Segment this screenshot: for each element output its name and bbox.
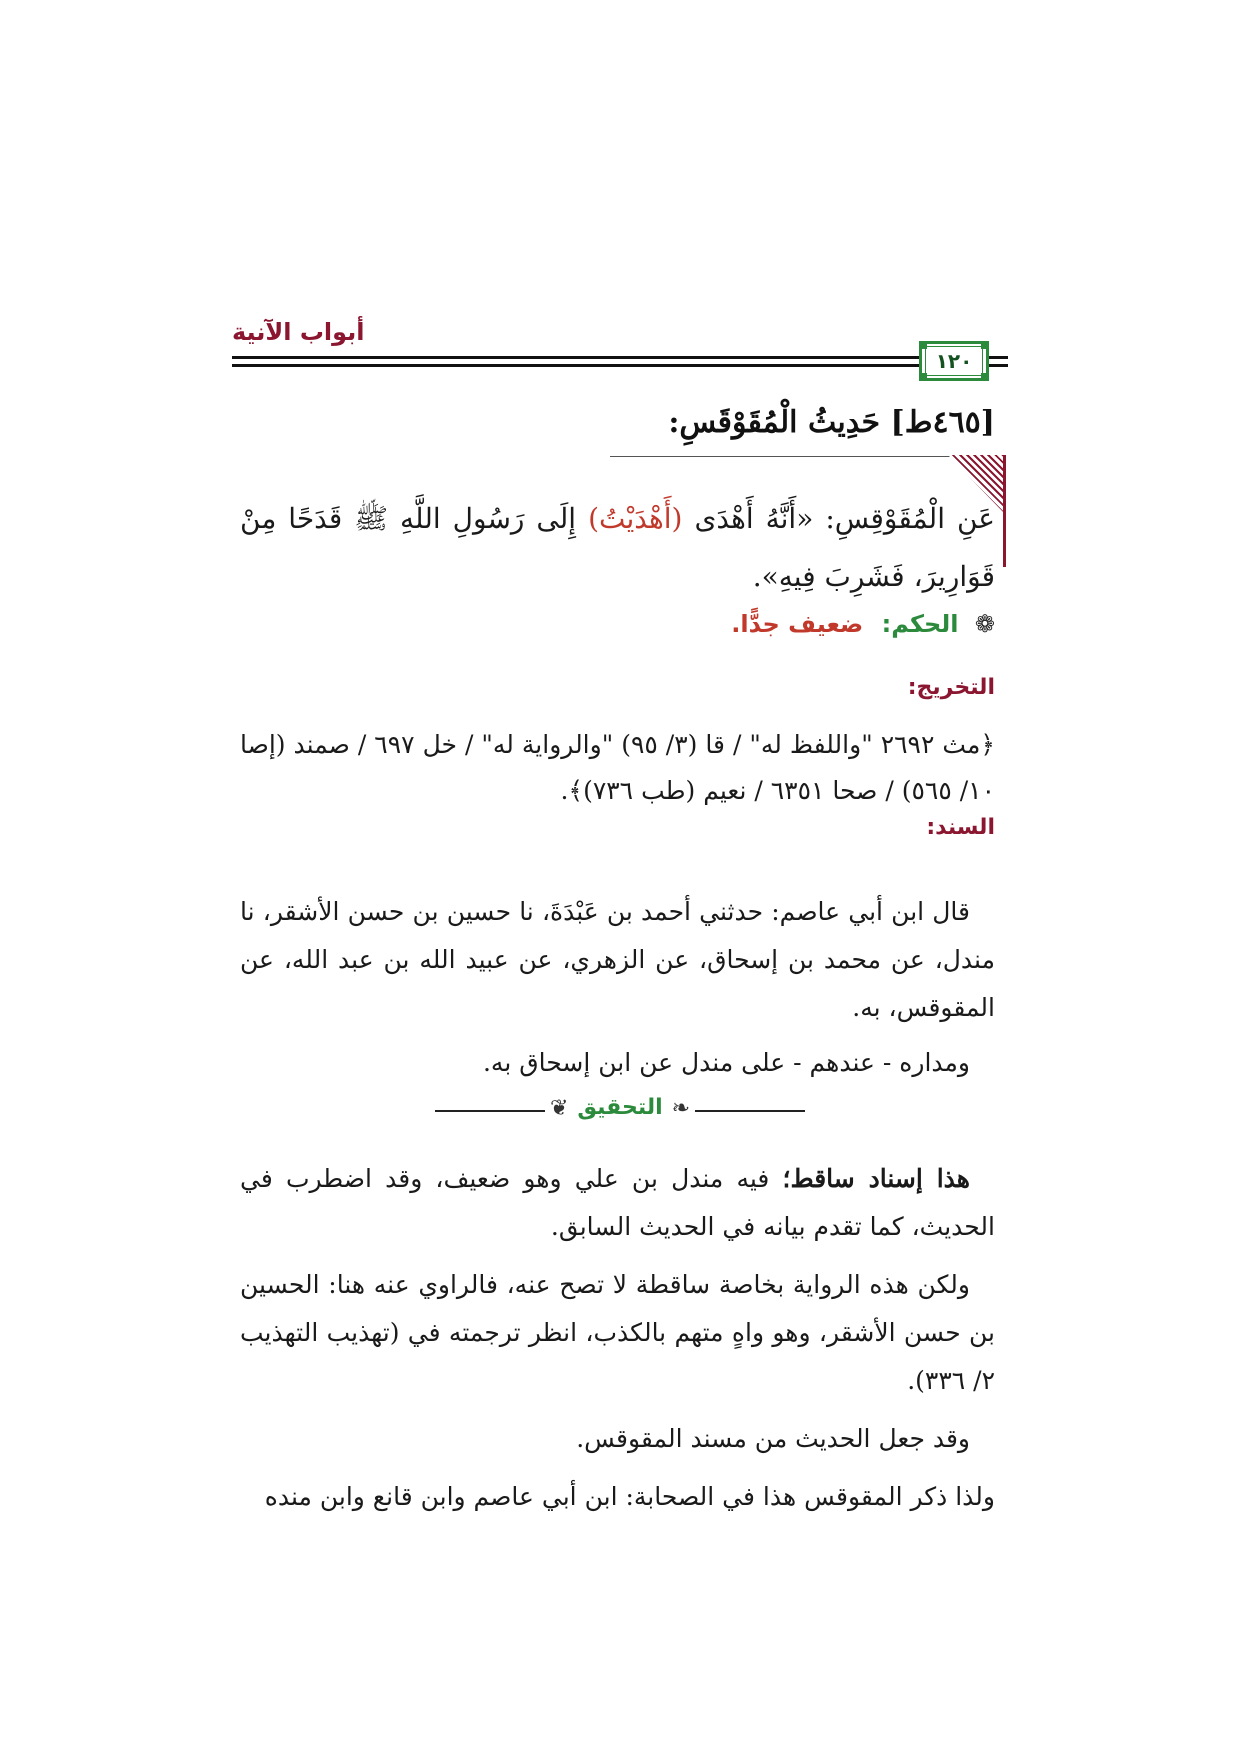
sanad-text: قال ابن أبي عاصم: حدثني أحمد بن عَبْدَةَ، نا حسين بن حسن الأشقر، نا مندل، عن محمد بن إسحاق، عن الزهري، عن عبيد الله بن عبد الله، عن المقوقس، به. bbox=[240, 897, 995, 1022]
heading-rule bbox=[610, 456, 950, 457]
tahqiq-divider bbox=[435, 1090, 805, 1130]
header-rule-bottom bbox=[232, 364, 1008, 367]
sanad-label: السند: bbox=[926, 815, 995, 840]
tahqiq-verdict: هذا إسناد ساقط؛ bbox=[782, 1164, 970, 1193]
tahqiq-paragraph: ولذا ذكر المقوقس هذا في الصحابة: ابن أبي عاصم وابن قانع وابن منده bbox=[264, 1482, 995, 1511]
hadith-side-bar bbox=[1003, 455, 1006, 567]
hadith-text-part2: إِلَى رَسُولِ اللَّهِ ﷺ قَدَحًا مِنْ قَوَارِيرَ، فَشَرِبَ فِيهِ». bbox=[240, 502, 995, 593]
tahqiq-body bbox=[240, 1155, 995, 1531]
scroll-ornament-icon: ❧ bbox=[671, 1096, 690, 1121]
hadith-number: [٤٦٥ط] bbox=[890, 405, 995, 440]
ruling-label: الحكم: bbox=[881, 610, 959, 638]
tahqiq-paragraph: وقد جعل الحديث من مسند المقوقس. bbox=[576, 1424, 970, 1453]
frame-corner-ornament bbox=[981, 373, 989, 381]
hadith-text bbox=[240, 490, 995, 606]
madar-text: ومداره - عندهم - على مندل عن ابن إسحاق به. bbox=[482, 1048, 970, 1077]
hadith-title: حَدِيثُ الْمُقَوْقَسِ: bbox=[668, 405, 881, 440]
flower-ornament-icon: ❁ bbox=[974, 610, 995, 638]
frame-corner-ornament bbox=[919, 373, 927, 381]
tahqiq-paragraph bbox=[240, 1155, 995, 1251]
frame-corner-ornament bbox=[919, 341, 927, 349]
tahqiq-paragraph: ولكن هذه الرواية بخاصة ساقطة لا تصح عنه، فالراوي عنه هنا: الحسين بن حسن الأشقر، وهو واهٍ متهم بالكذب، انظر ترجمته في (تهذيب التهذيب ٢/ ٣٣٦). bbox=[240, 1270, 995, 1395]
running-header-title: أبواب الآنية bbox=[232, 318, 365, 346]
frame-corner-ornament bbox=[981, 341, 989, 349]
page-number-frame bbox=[919, 341, 989, 381]
tahqiq-paragraph-1-text: فيه مندل بن علي وهو ضعيف، وقد اضطرب في الحديث، كما تقدم بيانه في الحديث السابق. bbox=[240, 1164, 995, 1241]
header-rule-top bbox=[232, 356, 1008, 359]
hadith-heading bbox=[668, 405, 995, 440]
takhrij-text: ﴿مث ٢٦٩٢ "واللفظ له" / قا (٣/ ٩٥) "والرواية له" / خل ٦٩٧ / صمند (إصا ١٠/ ٥٦٥) / صحا ٦٣٥١ / نعيم (طب ٧٣٦)﴾. bbox=[240, 730, 995, 805]
ruling-line bbox=[731, 610, 995, 638]
page-number: ١٢٠ bbox=[925, 346, 983, 376]
tahqiq-title: التحقيق bbox=[577, 1095, 663, 1120]
hadith-text-part1: عَنِ الْمُقَوْقِسِ: «أَنَّهُ أَهْدَى bbox=[694, 502, 995, 535]
hadith-text-variant: (أَهْدَيْتُ) bbox=[588, 502, 683, 535]
scroll-ornament-icon: ❦ bbox=[550, 1096, 569, 1121]
ruling-value: ضعيف جدًّا. bbox=[731, 610, 864, 638]
takhrij-label: التخريج: bbox=[907, 675, 995, 700]
